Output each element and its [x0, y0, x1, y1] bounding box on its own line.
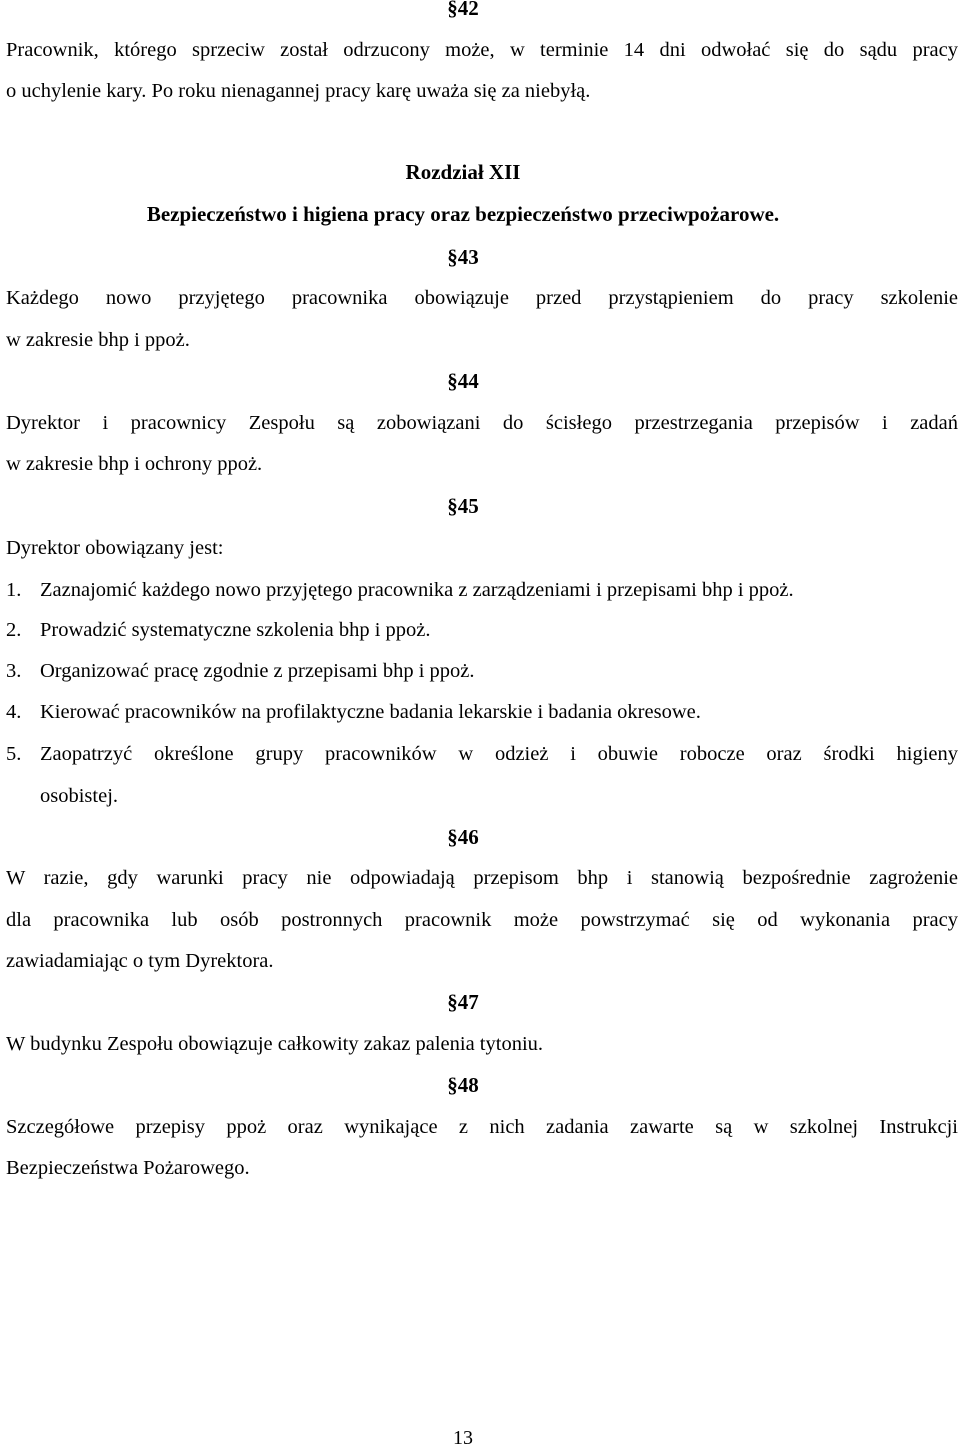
section-heading-45: §45 [447, 494, 479, 518]
list-item-text: Zaopatrzyć określone grupy pracowników w odzież i obuwie robocze oraz środki higieny [40, 743, 958, 765]
paragraph-44-line-1: Dyrektor i pracownicy Zespołu są zobowiązani do ścisłego przestrzegania przepisów i zadań [6, 412, 958, 434]
list-item-5 [6, 741, 958, 767]
list-item-text: Prowadzić systematyczne szkolenia bhp i ppoż. [40, 619, 431, 641]
section-heading-42: §42 [447, 0, 479, 20]
chapter-subtitle: Bezpieczeństwo i higiena pracy oraz bezpieczeństwo przeciwpożarowe. [146, 202, 780, 226]
section-heading-47: §47 [447, 990, 479, 1014]
paragraph-44-line-2: w zakresie bhp i ochrony ppoż. [6, 453, 263, 475]
paragraph-43-line-1: Każdego nowo przyjętego pracownika obowiązuje przed przystąpieniem do pracy szkolenie [6, 287, 958, 309]
list-item-3 [6, 658, 958, 684]
paragraph-47-line-1: W budynku Zespołu obowiązuje całkowity zakaz palenia tytoniu. [6, 1033, 544, 1055]
list-item-number: 4. [6, 701, 22, 723]
list-item-5-continuation: osobistej. [40, 785, 119, 807]
paragraph-42-line-1: Pracownik, którego sprzeciw został odrzucony może, w terminie 14 dni odwołać się do sądu pracy [6, 39, 958, 61]
paragraph-46-line-1: W razie, gdy warunki pracy nie odpowiadają przepisom bhp i stanowią bezpośrednie zagrożenie [6, 867, 958, 889]
paragraph-45-intro: Dyrektor obowiązany jest: [6, 537, 224, 559]
list-item-1 [6, 577, 958, 603]
chapter-title: Rozdział XII [405, 160, 521, 184]
list-item-text: Organizować pracę zgodnie z przepisami bhp i ppoż. [40, 660, 475, 682]
paragraph-46-line-3: zawiadamiając o tym Dyrektora. [6, 950, 274, 972]
section-heading-43: §43 [447, 245, 479, 269]
list-item-text: Kierować pracowników na profilaktyczne badania lekarskie i badania okresowe. [40, 701, 701, 723]
list-item-number: 5. [6, 743, 22, 765]
section-heading-46: §46 [447, 825, 479, 849]
paragraph-48-line-2: Bezpieczeństwa Pożarowego. [6, 1157, 250, 1179]
paragraph-43-line-2: w zakresie bhp i ppoż. [6, 329, 190, 351]
paragraph-48-line-1: Szczegółowe przepisy ppoż oraz wynikające z nich zadania zawarte są w szkolnej Instrukcji [6, 1116, 958, 1138]
list-item-2 [6, 617, 958, 643]
page-number: 13 [453, 1427, 473, 1449]
list-item-number: 1. [6, 579, 22, 601]
list-item-number: 2. [6, 619, 22, 641]
section-heading-48: §48 [447, 1073, 479, 1097]
list-item-text: Zaznajomić każdego nowo przyjętego pracownika z zarządzeniami i przepisami bhp i ppoż. [40, 579, 794, 601]
paragraph-46-line-2: dla pracownika lub osób postronnych pracownik może powstrzymać się od wykonania pracy [6, 909, 958, 931]
list-item-4 [6, 699, 958, 725]
paragraph-42-line-2: o uchylenie kary. Po roku nienagannej pracy karę uważa się za niebyłą. [6, 80, 591, 102]
list-item-number: 3. [6, 660, 22, 682]
section-heading-44: §44 [447, 369, 479, 393]
